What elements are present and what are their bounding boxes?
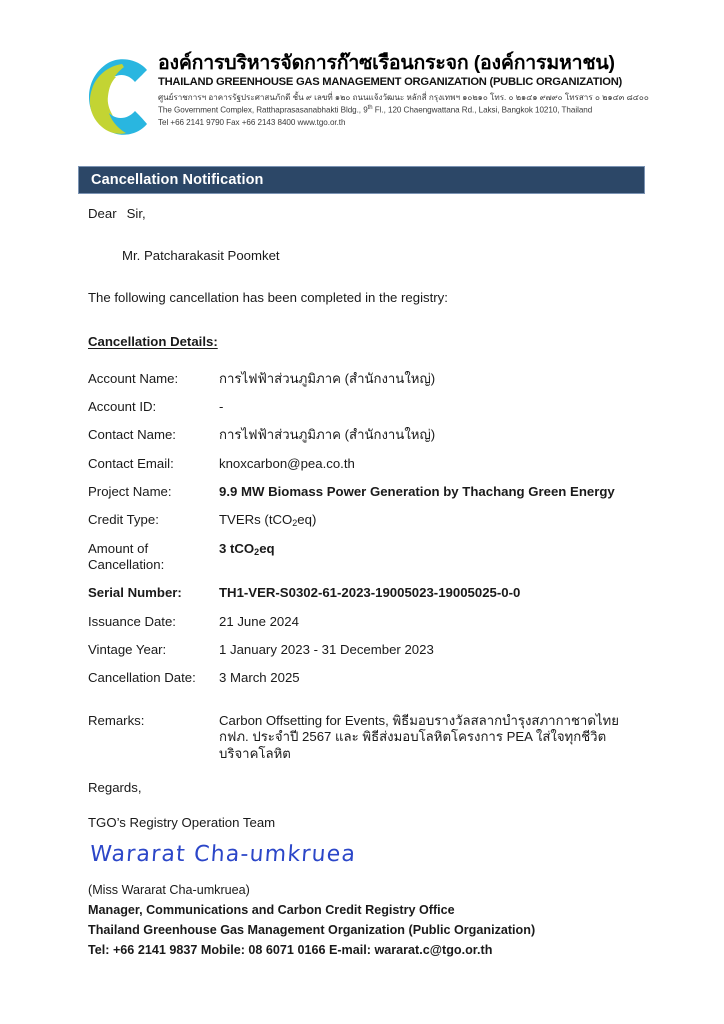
row-label: Serial Number: xyxy=(88,585,182,601)
table-row xyxy=(88,456,648,484)
row-value: 3 March 2025 xyxy=(219,670,300,686)
row-label: Issuance Date: xyxy=(88,613,176,629)
amount-pre: 3 tCO xyxy=(219,540,255,556)
salutation-word: Dear xyxy=(88,206,117,221)
row-label: Credit Type: xyxy=(88,512,159,528)
signer-position: Manager, Communications and Carbon Credit Registry Office xyxy=(88,902,455,917)
table-row xyxy=(88,585,648,613)
recipient-name: Mr. Patcharakasit Poomket xyxy=(122,247,280,263)
row-value xyxy=(219,541,648,586)
row-value: 21 June 2024 xyxy=(219,613,299,629)
table-row xyxy=(88,371,648,399)
row-label: Contact Email: xyxy=(88,455,174,471)
remarks-value: Carbon Offsetting for Events, พิธีมอบรางวัลสลากบำรุงสภากาชาดไทย กฟภ. ประจำปี 2567 และ พิธีส่งมอบโลหิตโครงการ PEA ใส่ใจทุกชีวิต บริจาคโลหิต xyxy=(219,712,619,761)
amount-post: eq xyxy=(259,540,275,556)
address-ordinal-suffix: th xyxy=(367,105,373,112)
salutation xyxy=(88,206,648,222)
row-value: 1 January 2023 - 31 December 2023 xyxy=(219,642,434,658)
address-thai: ศูนย์ราชการฯ อาคารรัฐประศาสนภักดี ชั้น ๙ เลขที่ ๑๒๐ ถนนแจ้งวัฒนะ หลักสี่ กรุงเทพฯ ๑๐๒๑๐ โทร. ๐ ๒๑๔๑ ๙๗๙๐ โทรสาร ๐ ๒๑๔๓ ๘๔๐๐ xyxy=(158,93,649,103)
address-english-part2: Fl., 120 Chaengwattana Rd., Laksi, Bangkok 10210, Thailand xyxy=(372,106,593,116)
cancellation-details-table xyxy=(88,371,648,774)
row-value: knoxcarbon@pea.co.th xyxy=(219,455,355,471)
page-title: Cancellation Notification xyxy=(91,172,264,188)
salutation-honorific: Sir, xyxy=(126,206,146,221)
regards-text: Regards, xyxy=(88,780,142,795)
handwritten-signature: Wararat Cha-umkruea xyxy=(89,842,358,867)
row-value: - xyxy=(219,398,224,414)
org-identity xyxy=(158,52,648,129)
signer-contact: Tel: +66 2141 9837 Mobile: 08 6071 0166 E-mail: wararat.c@tgo.or.th xyxy=(88,942,493,957)
address-english-part1: The Government Complex, Ratthaprasasanabhakti Bldg., 9 xyxy=(158,106,368,116)
remarks-label: Remarks: xyxy=(88,712,145,728)
org-name-en: THAILAND GREENHOUSE GAS MANAGEMENT ORGANIZATION (PUBLIC ORGANIZATION) xyxy=(158,76,623,89)
letter-body xyxy=(88,206,648,774)
row-value: การไฟฟ้าส่วนภูมิภาค (สำนักงานใหญ่) xyxy=(219,370,436,386)
section-heading-cancellation-details: Cancellation Details: xyxy=(88,333,218,349)
row-value: การไฟฟ้าส่วนภูมิภาค (สำนักงานใหญ่) xyxy=(219,427,436,443)
table-row xyxy=(88,427,648,455)
address-english xyxy=(158,104,648,117)
row-label: Cancellation Date: xyxy=(88,670,196,686)
signer-details xyxy=(88,881,648,961)
table-row-remarks xyxy=(88,699,648,774)
table-row xyxy=(88,642,648,670)
row-label: Vintage Year: xyxy=(88,642,167,658)
signer-organization: Thailand Greenhouse Gas Management Organization (Public Organization) xyxy=(88,922,536,937)
credit-type-pre: TVERs (tCO xyxy=(219,512,293,528)
credit-type-subscript: 2 xyxy=(292,518,298,529)
signature-block xyxy=(88,780,648,961)
table-row xyxy=(88,541,648,586)
credit-type-post: eq) xyxy=(297,512,317,528)
row-label: Contact Name: xyxy=(88,427,176,443)
amount-subscript: 2 xyxy=(254,546,260,557)
table-row xyxy=(88,512,648,540)
amount-label-line1: Amount of xyxy=(88,540,149,556)
table-row xyxy=(88,399,648,427)
row-label xyxy=(88,541,219,586)
tgo-c-logo-icon xyxy=(84,54,158,140)
row-label: Account ID: xyxy=(88,398,157,414)
table-row xyxy=(88,614,648,642)
document-title-bar xyxy=(78,166,645,194)
intro-text: The following cancellation has been completed in the registry: xyxy=(88,289,448,305)
org-name-th: องค์การบริหารจัดการก๊าซเรือนกระจก (องค์การมหาชน) xyxy=(158,52,615,74)
amount-label-line2: Cancellation: xyxy=(88,557,165,573)
signer-name: (Miss Wararat Cha-umkruea) xyxy=(88,883,250,897)
table-row xyxy=(88,484,648,512)
contact-line: Tel +66 2141 9790 Fax +66 2143 8400 www.tgo.or.th xyxy=(158,118,346,128)
row-label: Account Name: xyxy=(88,370,179,386)
team-text: TGO’s Registry Operation Team xyxy=(88,815,276,830)
row-value: TH1-VER-S0302-61-2023-19005023-19005025-0-0 xyxy=(219,585,521,601)
row-value: 9.9 MW Biomass Power Generation by Thachang Green Energy xyxy=(219,483,615,499)
table-row xyxy=(88,670,648,698)
row-label: Project Name: xyxy=(88,483,172,499)
letterhead xyxy=(84,52,649,144)
row-value xyxy=(219,512,648,540)
